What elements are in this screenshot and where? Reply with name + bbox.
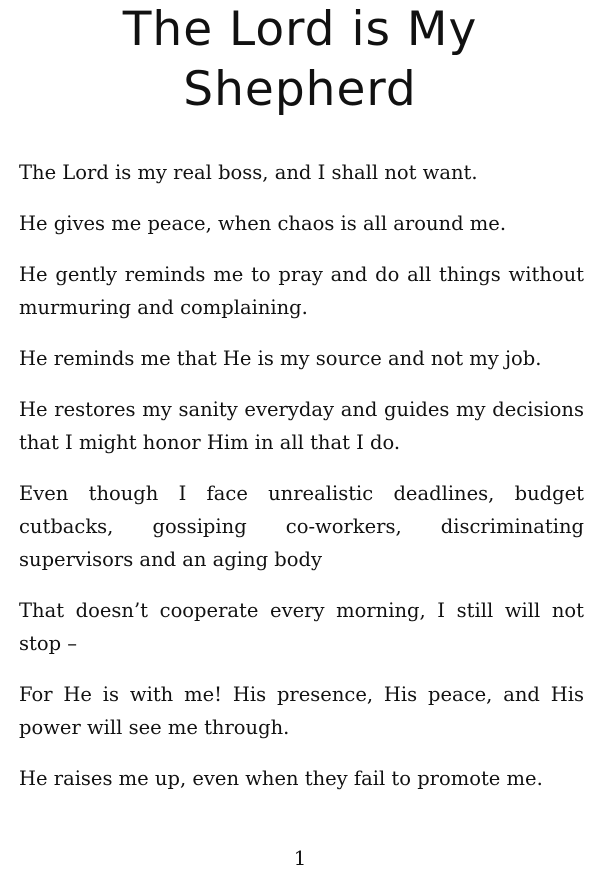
paragraph-6: Even though I face unrealistic deadlines, budget cutbacks, gossiping co-workers, discriminating supervisors and an aging body bbox=[19, 482, 584, 571]
page-number: 1 bbox=[293, 846, 307, 870]
paragraph-8: For He is with me! His presence, His peace, and His power will see me through. bbox=[19, 683, 584, 739]
paragraph-1: The Lord is my real boss, and I shall not want. bbox=[19, 161, 478, 184]
paragraph-3: He gently reminds me to pray and do all things without murmuring and complaining. bbox=[19, 263, 584, 319]
title-line-1: The Lord is My bbox=[122, 2, 478, 57]
paragraph-2: He gives me peace, when chaos is all around me. bbox=[19, 212, 507, 235]
poem-body bbox=[19, 156, 584, 813]
title-line-2: Shepherd bbox=[183, 62, 417, 117]
page-title bbox=[40, 0, 560, 120]
paragraph-4: He reminds me that He is my source and not my job. bbox=[19, 347, 542, 370]
paragraph-5: He restores my sanity everyday and guides my decisions that I might honor Him in all that I do. bbox=[19, 398, 584, 454]
paragraph-7: That doesn’t cooperate every morning, I still will not stop – bbox=[19, 599, 584, 655]
paragraph-9: He raises me up, even when they fail to promote me. bbox=[19, 767, 543, 790]
